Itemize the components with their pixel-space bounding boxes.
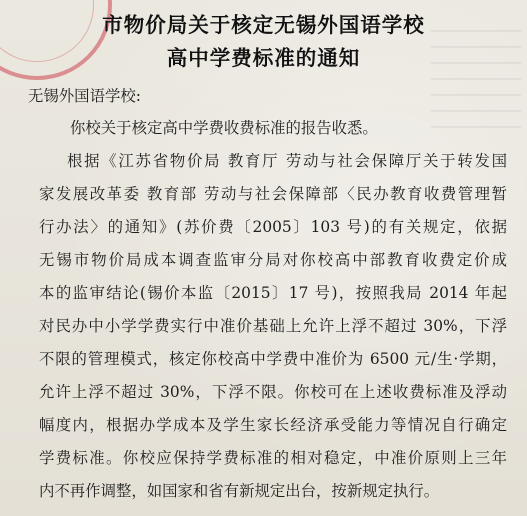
body-line: 允许上浮不超过 30%，下浮不限。你校可在上述收费标准及浮动 (39, 383, 507, 401)
body-line: 家发展改革委 教育部 劳动与社会保障部〈民办教育收费管理暂 (39, 185, 507, 203)
document-title-line-1: 市物价局关于核定无锡外国语学校 (102, 13, 425, 37)
body-line: 行办法〉的通知》(苏价费〔2005〕103 号)的有关规定，依据 (39, 218, 507, 236)
body-line: 内不再作调整，如国家和省有新规定出台，按新规定执行。 (39, 482, 440, 500)
body-line: 本的监审结论(锡价本监〔2015〕17 号)，按照我局 2014 年起 (39, 284, 507, 302)
body-line: 不限的管理模式，核定你校高中学费中准价为 6500 元/生·学期， (39, 350, 507, 368)
document-title-line-2: 高中学费标准的通知 (166, 46, 361, 70)
salutation: 无锡外国语学校: (28, 87, 141, 105)
body-line: 对民办中小学学费实行中准价基础上允许上浮不超过 30%，下浮 (39, 317, 507, 335)
body-line: 你校关于核定高中学费收费标准的报告收悉。 (70, 119, 378, 137)
body-line: 学费标准。你校应保持学费标准的相对稳定，中准价原则上三年 (39, 449, 507, 467)
body-line: 幅度内，根据办学成本及学生家长经济承受能力等情况自行确定 (39, 416, 507, 434)
body-line: 根据《江苏省物价局 教育厅 劳动与社会保障厅关于转发国 (67, 152, 507, 170)
body-line: 无锡市物价局成本调查监审分局对你校高中部教育收费定价成 (39, 251, 507, 269)
